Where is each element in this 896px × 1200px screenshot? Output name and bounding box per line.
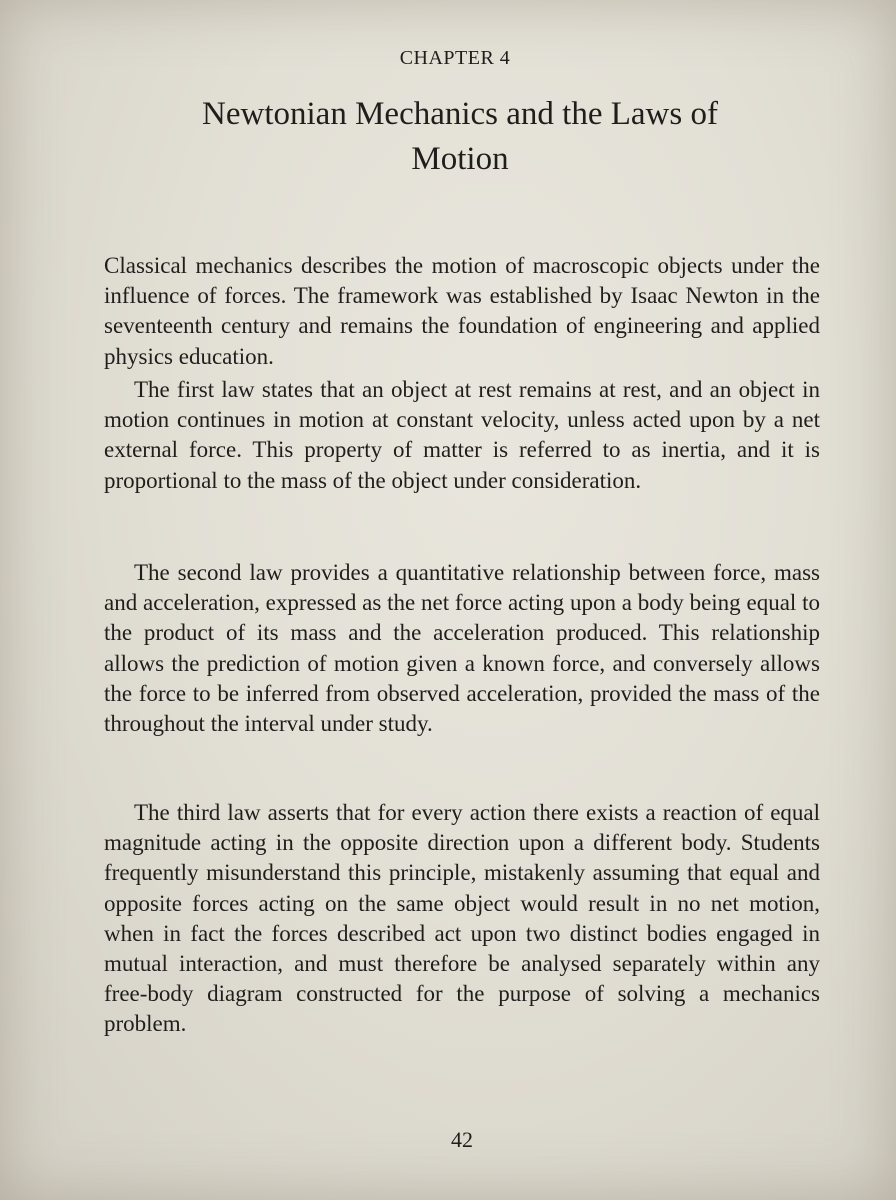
paragraph-first-law: The first law states that an object at rest remains at rest, and an object in motion continues in motion at constant velocity, unless acted upon by a net external force. This property of matter is referred to as inertia, and it is proportional to the mass of the object under consideration. <box>104 377 820 493</box>
chapter-label: CHAPTER 4 <box>399 47 511 69</box>
paragraph-second-law: The second law provides a quantitative relationship between force, mass and acceleration, expressed as the net force acting upon a body being equal to the product of its mass and the acceleration produced. This relationship allows the prediction of motion given a known force, and conversely allows the force to be inferred from observed acceleration, provided the mass of the throughout the interval under study. <box>104 560 820 737</box>
paragraph-third-law: The third law asserts that for every action there exists a reaction of equal magnitude acting in the opposite direction upon a different body. Students frequently misunderstand this principle, mistakenly assuming that equal and opposite forces acting on the same object would result in no net motion, when in fact the forces described act upon two distinct bodies engaged in mutual interaction, and must therefore be analysed separately within any free-body diagram constructed for the purpose of solving a mechanics problem. <box>104 800 820 1037</box>
page-number: 42 <box>451 1127 473 1152</box>
paragraph-intro: Classical mechanics describes the motion of macroscopic objects under the influence of forces. The framework was established by Isaac Newton in the seventeenth century and remains the foundation of engineering and applied physics education. <box>104 253 820 369</box>
chapter-title: Newtonian Mechanics and the Laws of Motion <box>202 96 718 177</box>
